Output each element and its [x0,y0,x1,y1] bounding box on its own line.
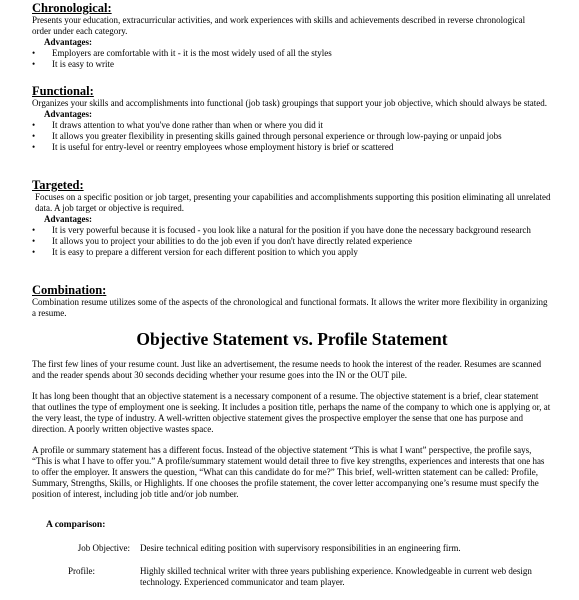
list-item-text: It draws attention to what you've done rather than when or where you did it [52,120,324,130]
comparison-row-profile [32,566,552,588]
section-title-colon: : [102,283,107,297]
advantages-label: Advantages: [44,214,93,224]
bullet-icon: • [32,48,36,58]
list-item [32,225,552,236]
list-item-text: Employers are comfortable with it - it is the most widely used of all the styles [52,48,332,58]
page-title: Objective Statement vs. Profile Statement [136,329,448,349]
comparison-label-text: Job Objective [77,543,128,553]
bullet-icon: • [32,120,36,130]
paragraph: A profile or summary statement has a different focus. Instead of the objective statement “This is what I want” perspective, the profile says, “This is what I have to offer you.” A profile/summary statement would detail three to five key strengths, experiences and interests that one has to offer the employer. It answers the question, “What can this candidate do for me?” This brief, well-written statement can be called: Profile, Summary, Strengths, Skills, or Highlights. If one chooses the profile statement, the cover letter accompanying one’s resume must specify the position of interest, including job title and/or job number. [32,445,545,499]
list-item-text: It allows you greater flexibility in presenting skills gained through personal experience or through low-paying or unpaid jobs [52,131,502,141]
list-item [32,236,552,247]
section-functional [32,84,552,153]
section-targeted [32,178,552,258]
bullet-icon: • [32,59,36,69]
section-chronological [32,1,552,70]
advantages-label: Advantages: [44,109,93,119]
bullet-icon: • [32,236,36,246]
section-description: Organizes your skills and accomplishments into functional (job task) groupings that support your job objective, which should always be stated. [32,98,547,108]
section-objective-vs-profile [32,329,552,500]
comparison-text: Desire technical editing position with supervisory responsibilities in an engineering firm. [140,543,461,553]
comparison-block [32,520,552,588]
bullet-icon: • [32,225,36,235]
comparison-heading: A comparison: [46,520,106,530]
section-title-colon: : [107,1,112,15]
section-title: Targeted [32,178,80,192]
advantages-list [32,225,552,258]
list-item [32,120,552,131]
paragraph: It has long been thought that an objective statement is a necessary component of a resume. The objective statement is a brief, clear statement that outlines the type of employment one is seeking. It includes a position title, perhaps the name of the company to which one is applying or, at the very least, the type of industry. A well-written objective statement gives the prospective employer the sense that one has purpose and direction. A poorly written objective wastes space. [32,391,551,434]
list-item [32,48,552,59]
advantages-list [32,120,552,153]
section-title-colon: : [79,178,84,192]
section-title: Chronological [32,1,108,15]
list-item [32,131,552,142]
list-item [32,59,552,70]
bullet-icon: • [32,247,36,257]
list-item-text: It is easy to write [52,59,114,69]
section-combination [32,283,552,319]
advantages-label: Advantages: [44,37,93,47]
comparison-label [32,543,140,554]
list-item-text: It allows you to project your abilities to do the job even if you don't have directly related experience [52,236,413,246]
list-item [32,247,552,258]
paragraph: The first few lines of your resume count. Just like an advertisement, the resume needs to hook the interest of the reader. Resumes are scanned and the reader spends about 30 seconds deciding whether your resume goes into the IN or the OUT pile. [32,359,542,380]
advantages-list [32,48,552,70]
bullet-icon: • [32,131,36,141]
bullet-icon: • [32,142,36,152]
list-item-text: It is useful for entry-level or reentry employees whose employment history is brief or scattered [52,142,394,152]
section-description: Focuses on a specific position or job target, presenting your capabilities and accomplishments supporting this position eliminating all unrelated data. A job target or objective is required. [35,192,551,213]
section-title-colon: : [89,84,94,98]
list-item-text: It is easy to prepare a different version for each different position to which you apply [52,247,358,257]
section-title: Combination [32,283,103,297]
comparison-row-job-objective [32,543,552,554]
list-item-text: It is very powerful because it is focused - you look like a natural for the position if you have done the necessary background research [52,225,531,235]
section-description: Presents your education, extracurricular activities, and work experiences with skills and achievements described in reverse chronological order under each category. [32,15,526,36]
comparison-label-text: Profile [68,566,93,576]
comparison-label [32,566,140,588]
section-title: Functional [32,84,90,98]
comparison-label-colon: : [92,566,96,576]
list-item [32,142,552,153]
comparison-label-colon: : [127,543,130,553]
section-description: Combination resume utilizes some of the aspects of the chronological and functional formats. It allows the writer more flexibility in organizing a resume. [32,297,548,318]
comparison-text: Highly skilled technical writer with three years publishing experience. Knowledgeable in current web design technology. Experienced communicator and team player. [140,566,532,587]
